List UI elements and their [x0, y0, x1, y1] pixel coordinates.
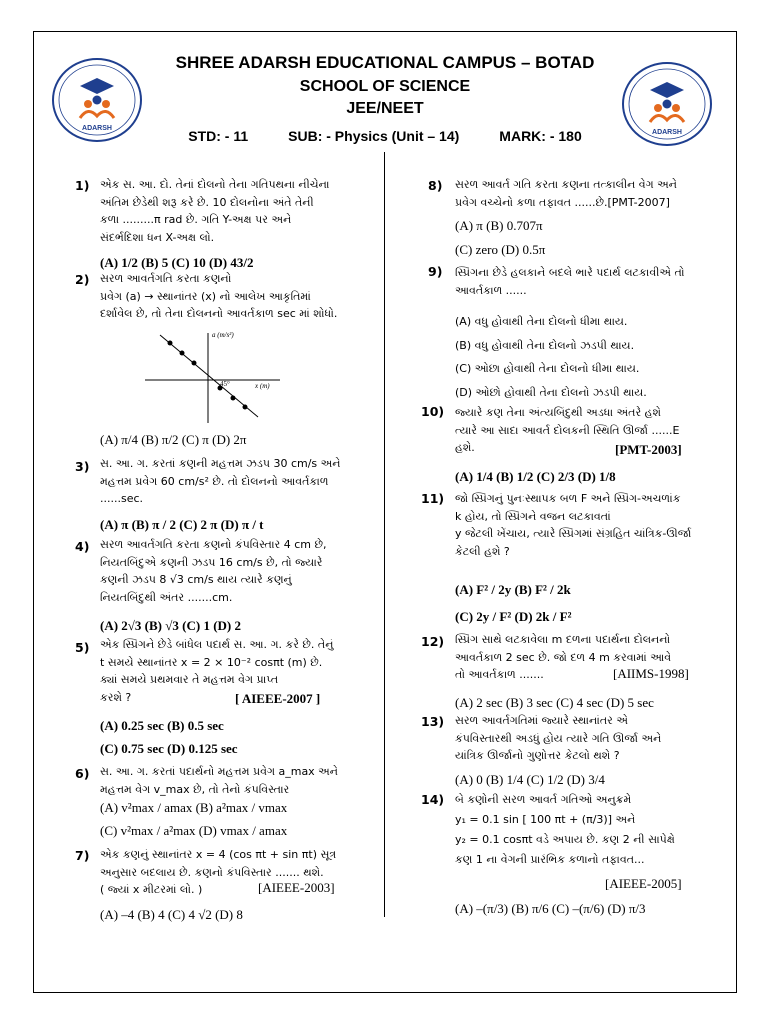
- subject-label: SUB: - Physics (Unit – 14): [288, 128, 460, 144]
- options-q8-row1: (A) π (B) 0.707π: [455, 218, 543, 233]
- options-q11-row1: (A) F² / 2y (B) F² / 2k: [455, 582, 571, 597]
- options-q6-row2: (C) v²max / a²max (D) vmax / amax: [100, 823, 288, 838]
- logo-text-left: ADARSH: [82, 125, 112, 132]
- question-text-q11: જો સ્પ્રિંગનું પુનઃસ્થાપક બળ F અને સ્પ્રિંગ-અચળાંક k હોય, તો સ્પ્રિંગને વજન લટકાવતાં y જેટલી ખેંચાય, ત્યારે સ્પ્રિંગમાં સંગ્રહિત ચાંત્રિક-ઊર્જા કેટલી હશે ?: [455, 492, 692, 558]
- question-number: 7): [75, 848, 90, 863]
- options-q10: (A) 1/4 (B) 1/2 (C) 2/3 (D) 1/8: [455, 469, 616, 484]
- source-tag-q7: [AIEEE-2003]: [258, 880, 335, 895]
- question-number: 9): [428, 264, 443, 279]
- std-label: STD: - 11: [188, 128, 249, 144]
- options-q1: (A) 1/2 (B) 5 (C) 10 (D) 43/2: [100, 255, 254, 270]
- options-q9: (A) વધુ હોવાથી તેના દોલનો ધીમા થાય. (B) વધુ હોવાથી તેના દોલનો ઝડપી થાય. (C) ઓછા હોવાથી તેના દોલનો ધીમા થાય. (D) ઓછો હોવાથી તેના દોલનો ઝડપી થાય.: [455, 315, 647, 399]
- question-text-q10: જ્યારે કણ તેના અંત્યબિંદુથી અડધા અંતરે હશે ત્યારે આ સાદા આવર્ત દોલકની સ્થિતિ ઊર્જા ......E હશે.: [455, 406, 680, 454]
- question-text-q4: સરળ આવર્તગતિ કરતા કણનો કંપવિસ્તાર 4 cm છે, નિયતબિંદુએ કણની ઝડપ 16 cm/s છે, તો જ્યારે કણની ઝડપ 8 √3 cm/s થાય ત્યારે કણનું નિયતબિંદુથી અંતર .......cm.: [100, 538, 327, 604]
- question-number: 10): [421, 404, 445, 419]
- options-q13: (A) 0 (B) 1/4 (C) 1/2 (D) 3/4: [455, 772, 605, 787]
- question-text-q8: સરળ આવર્ત ગતિ કરતા કણના તત્કાલીન વેગ અને પ્રવેગ વચ્ચેનો કળા તફાવત ......છે.[PMT-2007]: [455, 178, 677, 209]
- page-header: [33, 50, 737, 149]
- source-tag-q10: [PMT-2003]: [615, 442, 682, 457]
- question-number: 11): [421, 491, 445, 506]
- school-subtitle: SCHOOL OF SCIENCE: [299, 78, 471, 95]
- graph-angle-label: 45°: [220, 380, 230, 388]
- question-number: 12): [421, 634, 445, 649]
- source-tag-q14: [AIEEE-2005]: [605, 876, 682, 891]
- question-number: 4): [75, 539, 90, 554]
- question-text-q14: બે કણોની સરળ આવર્ત ગતિઓ અનુક્રમે y₁ = 0.1 sin [ 100 πt + (π/3)] અને y₂ = 0.1 cosπt વડે અપાય છે. કણ 2 ની સાપેક્ષે કણ 1 ના વેગની પ્રારંભિક કળાનો તફાવત...: [455, 793, 675, 866]
- question-text-q1: એક સ. આ. દો. તેનાં દોલનો તેના ગતિપથના નીચેના અંતિમ છેડેથી શરૂ કરે છે. 10 દોલનોના અંતે તેની કળા .........π rad છે. ગતિ Y-અક્ષ પર અને સંદર્ભદિશા ધન X-અક્ષ લો.: [100, 178, 330, 244]
- question-text-q6: સ. આ. ગ. કરતાં પદાર્થનો મહત્તમ પ્રવેગ a_max અને મહત્તમ વેગ v_max છે, તો તેનો કંપવિસ્તાર: [100, 765, 338, 796]
- options-q2: (A) π/4 (B) π/2 (C) π (D) 2π: [100, 432, 247, 447]
- logo-text-right: ADARSH: [652, 129, 682, 136]
- question-number: 8): [428, 178, 443, 193]
- options-q11-row2: (C) 2y / F² (D) 2k / F²: [455, 609, 572, 624]
- question-number: 14): [421, 792, 445, 807]
- options-q3: (A) π (B) π / 2 (C) 2 π (D) π / t: [100, 517, 264, 532]
- graph-y-label: a (m/s²): [212, 331, 234, 339]
- question-number: 13): [421, 714, 445, 729]
- question-text-q2: સરળ આવર્તગતિ કરતા કણનો પ્રવેગ (a) → સ્થાનાંતર (x) નો આલેખ આકૃતિમાં દર્શાવેલ છે, તો તેના દોલનનો આવર્તકાળ sec માં શોધો.: [100, 272, 338, 320]
- exam-name: JEE/NEET: [346, 100, 424, 117]
- question-text-q3: સ. આ. ગ. કરતાં કણની મહત્તમ ઝડપ 30 cm/s અને મહત્તમ પ્રવેગ 60 cm/s² છે. તો દોલનનો આવર્તકાળ ......sec.: [100, 457, 341, 505]
- question-text-q13: સરળ આવર્તગતિમાં જ્યારે સ્થાનાંતર એ કંપવિસ્તારથી અડધું હોય ત્યારે ગતિ ઊર્જા અને યાંત્રિક ઊર્જાનો ગુણોત્તર કેટલો થશે ?: [455, 714, 662, 762]
- options-q12: (A) 2 sec (B) 3 sec (C) 4 sec (D) 5 sec: [455, 695, 654, 710]
- options-q5-row2: (C) 0.75 sec (D) 0.125 sec: [100, 741, 238, 756]
- options-q4: (A) 2√3 (B) √3 (C) 1 (D) 2: [100, 618, 241, 633]
- acceleration-displacement-graph: [140, 325, 290, 425]
- question-number: 2): [75, 272, 90, 287]
- question-text-q7: એક કણનું સ્થાનાંતર x = 4 (cos πt + sin πt) સૂત્ર અનુસાર બદલાય છે. કણનો કંપવિસ્તાર ....... થશે. ( જ્યાં x મીટરમાં લો. ): [100, 848, 337, 896]
- options-q8-row2: (C) zero (D) 0.5π: [455, 242, 546, 257]
- options-q5-row1: (A) 0.25 sec (B) 0.5 sec: [100, 718, 224, 733]
- question-number: 3): [75, 459, 90, 474]
- exam-meta: [33, 123, 737, 149]
- question-text-q12: સ્પ્રિંગ સાથે લટકાવેલા m દળના પદાર્થના દોલનનો આવર્તકાળ 2 sec છે. જો દળ 4 m કરવામાં આવે તો આવર્તકાળ .......: [455, 633, 672, 681]
- question-text-q9: સ્પ્રિંગના છેડે હલકાને બદલે ભારે પદાર્થ લટકાવીએ તો આવર્તકાળ ......: [455, 266, 685, 297]
- mark-label: MARK: - 180: [499, 128, 582, 144]
- options-q7: (A) –4 (B) 4 (C) 4 √2 (D) 8: [100, 907, 243, 922]
- options-q14: (A) –(π/3) (B) π/6 (C) –(π/6) (D) π/3: [455, 901, 646, 916]
- question-text-q5: એક સ્પ્રિંગને છેડે બાંધેલ પદાર્થ સ. આ. ગ. કરે છે. તેનું t સમયે સ્થાનાંતર x = 2 × 10⁻² cosπt (m) છે. ક્યાં સમયે પ્રથમવાર તે મહત્તમ વેગ પ્રાપ્ત કરશે ?: [100, 638, 334, 704]
- source-tag-q5: [ AIEEE-2007 ]: [235, 691, 321, 706]
- school-name: SHREE ADARSH EDUCATIONAL CAMPUS – BOTAD: [175, 53, 595, 72]
- question-number: 1): [75, 178, 90, 193]
- question-number: 5): [75, 640, 90, 655]
- options-q6-row1: (A) v²max / amax (B) a²max / vmax: [100, 800, 288, 815]
- column-divider: [384, 152, 385, 917]
- question-number: 6): [75, 766, 90, 781]
- graph-x-label: x (m): [255, 382, 270, 390]
- source-tag-q12: [AIIMS-1998]: [613, 666, 689, 681]
